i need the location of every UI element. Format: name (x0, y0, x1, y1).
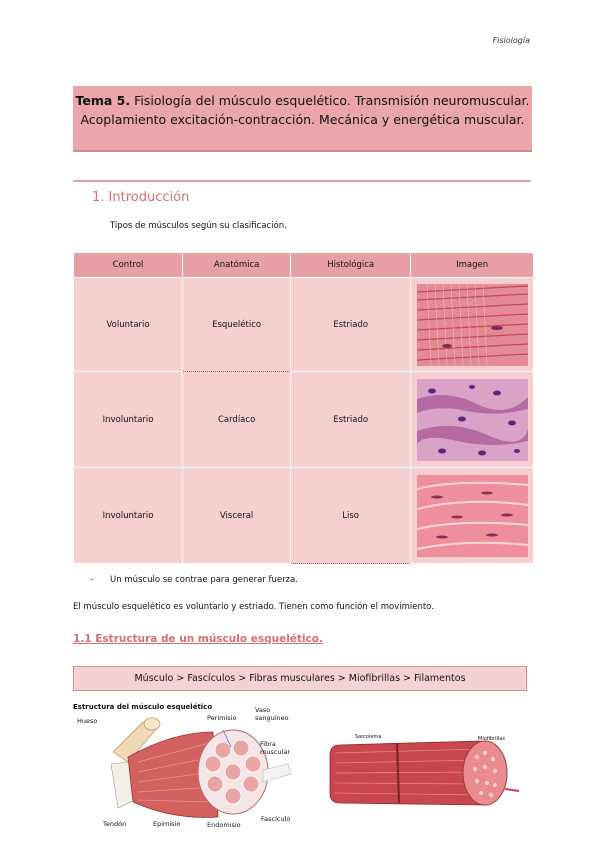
cell-image (411, 372, 534, 468)
col-header-imagen: Imagen (411, 253, 534, 278)
cell-histologica: Liso (291, 468, 411, 564)
bone-end (144, 718, 160, 730)
table-row (74, 372, 534, 468)
cell-histologica: Estriado (291, 372, 411, 468)
section-heading: 1. Introducción (92, 190, 190, 205)
cell-histologica: Estriado (291, 278, 411, 372)
label-tendon: Tendón (103, 820, 127, 828)
paragraph-text: El músculo esquelético es voluntario y estriado. Tienen como función el movimiento. (73, 602, 434, 612)
label-fibra: Fibra muscular (260, 740, 290, 756)
label-endomisio: Endomisio (207, 821, 241, 829)
muscle-fiber-diagram (325, 735, 520, 810)
label-hueso: Hueso (77, 717, 98, 725)
topic-number: Tema 5. (75, 93, 131, 108)
table-row (74, 278, 534, 372)
col-header-control: Control (74, 253, 183, 278)
header-subject: Fisiología (492, 36, 530, 45)
cell-control: Involuntario (74, 372, 183, 468)
label-vaso: Vaso sanguíneo (255, 706, 289, 722)
bullet-dash: - (90, 575, 94, 585)
label-epimisio: Epimisio (153, 820, 181, 828)
cell-control: Involuntario (74, 468, 183, 564)
diagram-title: Estructura del músculo esquelético (73, 703, 213, 711)
cell-image (411, 468, 534, 564)
label-perimisio: Perimisio (207, 714, 237, 722)
hierarchy-box: Músculo > Fascículos > Fibras musculares > Miofibrillas > Filamentos (73, 666, 527, 691)
label-miofibrillas: Miofibrillas (478, 736, 505, 742)
topic-text: Fisiología del músculo esquelético. Transmisión neuromuscular. Acoplamiento excitación-contracción. Mecánica y energética muscular. (80, 93, 530, 127)
smooth-muscle-image (417, 475, 528, 557)
label-fasciculo: Fascículo (261, 815, 291, 823)
cell-anatomica: Visceral (183, 468, 291, 564)
topic-title (73, 86, 532, 152)
cardiac-muscle-image (417, 379, 528, 461)
cell-control: Voluntario (74, 278, 183, 372)
intro-text: Tipos de músculos según su clasificación. (110, 221, 287, 231)
table-row (74, 468, 534, 564)
muscle-types-table (73, 252, 534, 564)
bullet-item (90, 575, 298, 585)
section-divider (73, 180, 531, 182)
cell-image (411, 278, 534, 372)
muscle-structure-diagram (73, 712, 298, 832)
bullet-text: Un músculo se contrae para generar fuerza. (110, 575, 298, 585)
cell-anatomica: Esquelético (183, 278, 291, 372)
col-header-histologica: Histológica (291, 253, 411, 278)
table-header-row (74, 253, 534, 278)
subsection-heading: 1.1 Estructura de un músculo esquelético. (73, 633, 323, 645)
skeletal-muscle-image (417, 284, 528, 366)
label-sarcolema: Sarcolema (355, 734, 382, 740)
fiber-cross-section (463, 741, 507, 805)
cell-anatomica: Cardíaco (183, 372, 291, 468)
col-header-anatomica: Anatómica (183, 253, 291, 278)
